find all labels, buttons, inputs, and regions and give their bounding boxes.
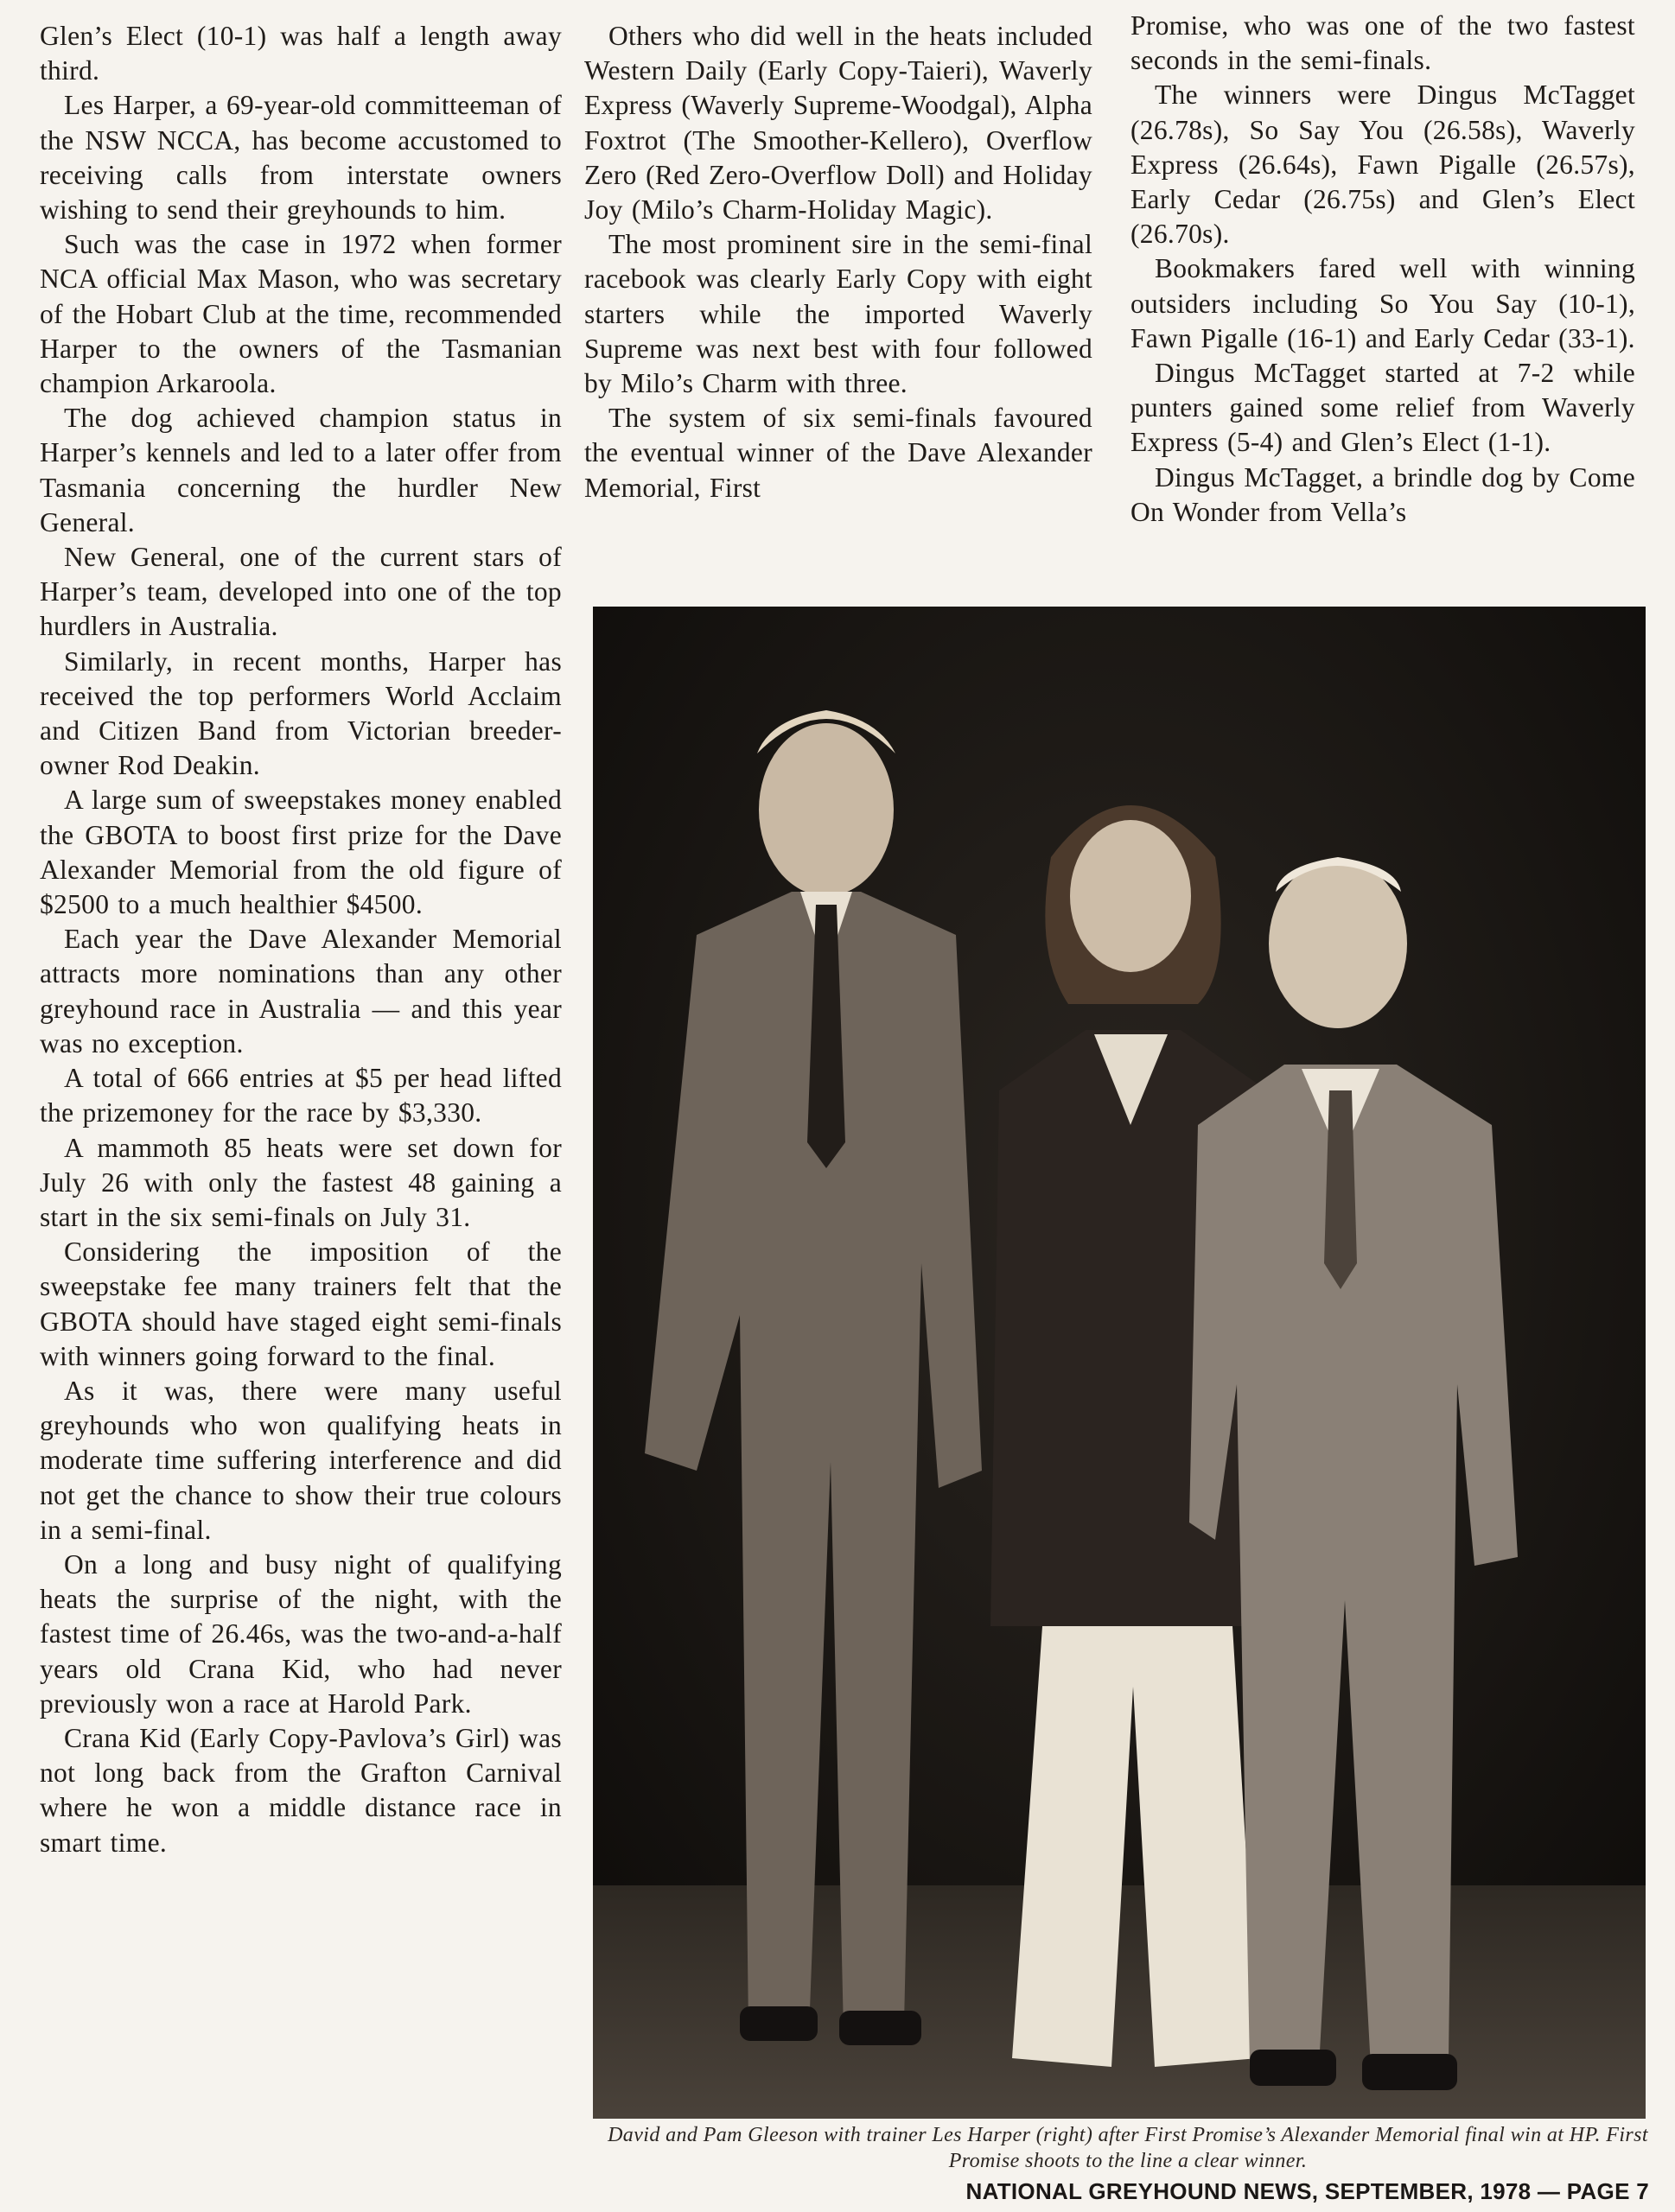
paragraph: A total of 666 entries at $5 per head lifted the prizemoney for the race by $3,330.: [40, 1063, 562, 1128]
article-column-2: [584, 19, 1092, 505]
paragraph: Others who did well in the heats included Western Daily (Early Copy-Taieri), Waverly Express (Waverly Supreme-Woodgal), Alpha Foxtrot (The Smoother-Kellero), Overflow Zero (Red Zero-Overflow Doll) and Holiday Joy (Milo’s Charm-Holiday Magic).: [584, 21, 1092, 226]
paragraph: A mammoth 85 heats were set down for July 26 with only the fastest 48 gaining a start in the six semi-finals on July 31.: [40, 1132, 562, 1232]
article-column-1: [40, 19, 562, 1860]
paragraph: Similarly, in recent months, Harper has received the top performers World Acclaim and Citizen Band from Victorian breeder-owner Rod Deakin.: [40, 645, 562, 781]
paragraph: A large sum of sweepstakes money enabled the GBOTA to boost first prize for the Dave Alexander Memorial from the old figure of $2500 to a much healthier $4500.: [40, 785, 562, 920]
paragraph: As it was, there were many useful greyhounds who won qualifying heats in moderate time suffering interference and did not get the chance to show their true colours in a semi-final.: [40, 1375, 562, 1545]
article-column-3: [1130, 9, 1635, 530]
paragraph: The most prominent sire in the semi-final racebook was clearly Early Copy with eight starters while the imported Waverly Supreme was next best with four followed by Milo’s Charm with three.: [584, 229, 1092, 399]
paragraph: Glen’s Elect (10-1) was half a length away third.: [40, 21, 562, 86]
paragraph: Dingus McTagget, a brindle dog by Come On Wonder from Vella’s: [1130, 461, 1635, 527]
paragraph: The winners were Dingus McTagget (26.78s), So Say You (26.58s), Waverly Express (26.64s), Fawn Pigalle (26.57s), Early Cedar (26.75s) and Glen’s Elect (26.70s).: [1130, 79, 1635, 250]
paragraph: Crana Kid (Early Copy-Pavlova’s Girl) was not long back from the Grafton Carnival where he won a middle distance race in smart time.: [40, 1722, 562, 1858]
page-footer: NATIONAL GREYHOUND NEWS, SEPTEMBER, 1978 — PAGE 7: [965, 2178, 1649, 2204]
paragraph: New General, one of the current stars of Harper’s team, developed into one of the top hurdlers in Australia.: [40, 542, 562, 642]
paragraph: Considering the imposition of the sweepstake fee many trainers felt that the GBOTA should have staged eight semi-finals with winners going forward to the final.: [40, 1236, 562, 1371]
paragraph: Each year the Dave Alexander Memorial attracts more nominations than any other greyhound race in Australia — and this year was no exception.: [40, 924, 562, 1058]
paragraph: Promise, who was one of the two fastest seconds in the semi-finals.: [1130, 10, 1635, 76]
photo-caption: David and Pam Gleeson with trainer Les Harper (right) after First Promise’s Alexander Memorial final win at HP. First Promise shoots to the line a clear winner.: [608, 2124, 1648, 2172]
paragraph: Such was the case in 1972 when former NCA official Max Mason, who was secretary of the Hobart Club at the time, recommended Harper to the owners of the Tasmanian champion Arkaroola.: [40, 229, 562, 399]
paragraph: Dingus McTagget started at 7-2 while punters gained some relief from Waverly Express (5-4) and Glen’s Elect (1-1).: [1130, 358, 1635, 458]
paragraph: On a long and busy night of qualifying heats the surprise of the night, with the fastest time of 26.46s, was the two-and-a-half years old Crana Kid, who had never previously won a race at Harold Park.: [40, 1548, 562, 1719]
paragraph: Bookmakers fared well with winning outsiders including So You Say (10-1), Fawn Pigalle (16-1) and Early Cedar (33-1).: [1130, 253, 1635, 353]
paragraph: Les Harper, a 69-year-old committeeman of the NSW NCCA, has become accustomed to receiving calls from interstate owners wishing to send their greyhounds to him.: [40, 90, 562, 226]
news-photo: [593, 607, 1646, 2119]
paragraph: The dog achieved champion status in Harper’s kennels and led to a later offer from Tasmania concerning the hurdler New General.: [40, 403, 562, 537]
paragraph: The system of six semi-finals favoured the eventual winner of the Dave Alexander Memorial, First: [584, 403, 1092, 503]
